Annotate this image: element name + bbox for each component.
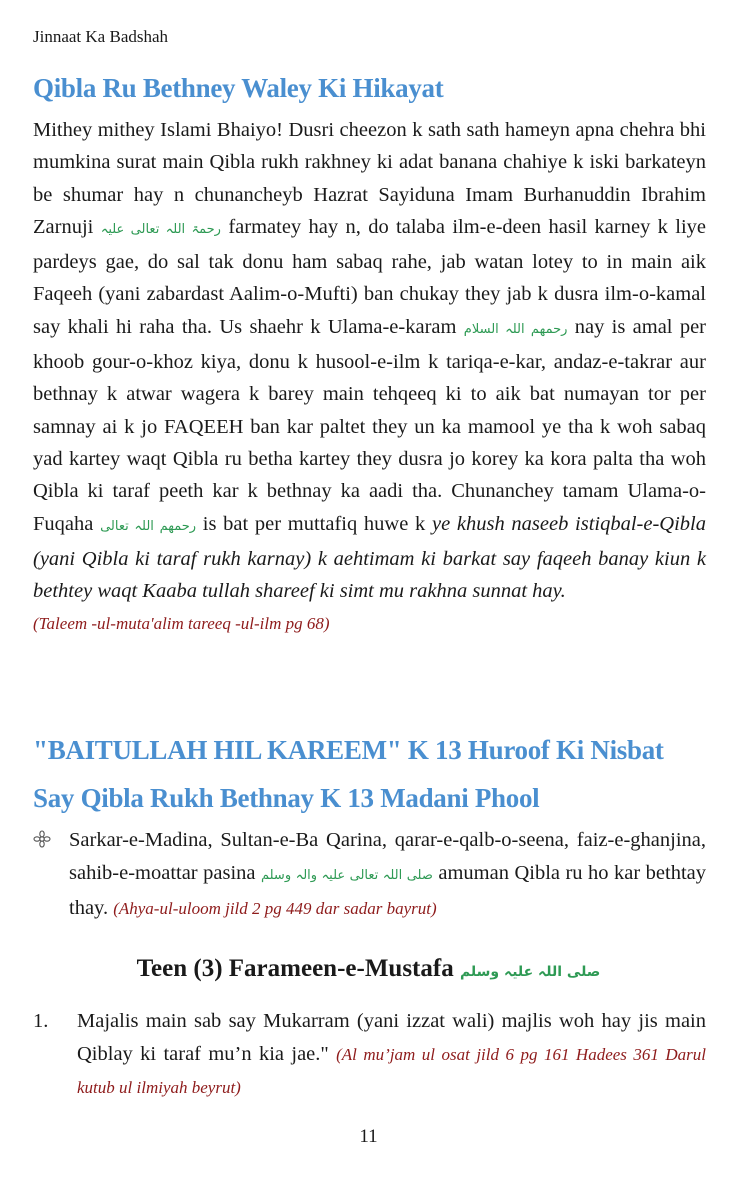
reference-taleem: (Taleem -ul-muta'alim tareeq -ul-ilm pg 68) — [33, 614, 330, 634]
arabic-honorific-2: رحمھم اللہ السلام — [463, 321, 568, 337]
section-title-qibla-hikayat: Qibla Ru Bethney Waley Ki Hikayat — [33, 73, 444, 103]
reference-ahya: (Ahya-ul-uloom jild 2 pg 449 dar sadar bayrut) — [113, 899, 437, 918]
arabic-salawat: صلی اللہ تعالی علیہ والہ وسلم — [260, 868, 433, 883]
bullet-text-1: Sarkar-e-Madina, Sultan-e-Ba Qarina, qarar-e-qalb-o-seena, faiz-e-ghanjina, sahib-e-moattar pasina — [69, 829, 706, 884]
reference-mujam: (Al mu’jam ul osat jild 6 pg 161 Hadees 361 Darul kutub ul ilmiyah beyrut) — [77, 1045, 706, 1097]
madani-phool-item — [33, 824, 706, 925]
running-header: Jinnaat Ka Badshah — [33, 27, 169, 46]
page-number: 11 — [359, 1126, 378, 1147]
paragraph-text-4: is bat per muttafiq huwe k — [202, 512, 426, 535]
section-title-baitullah — [33, 726, 664, 822]
list-item-text — [77, 1005, 706, 1104]
arabic-honorific-1: رحمۃ اللہ تعالی علیہ — [100, 221, 221, 237]
subheading-farameen — [0, 955, 737, 983]
section-title-line-1: "BAITULLAH HIL KAREEM" K 13 Huroof Ki Nisbat — [33, 735, 664, 765]
paragraph-text-1: Mithey mithey Islami Bhaiyo! Dusri cheezon k sath sath hameyn apna chehra bhi mumkina surat main Qibla rukh rakhney ki adat banana chahiye k iski barkateyn be shumar hay n chunancheyb Hazrat Sayiduna Imam Burhanuddin Ibrahim Zarnuji — [33, 119, 706, 238]
bullet-text-2: amuman Qibla ru ho kar bethtay thay. — [69, 862, 706, 919]
arabic-honorific-3: رحمھم اللہ تعالی — [100, 518, 197, 534]
subheading-text: Teen (3) Farameen-e-Mustafa — [136, 955, 454, 982]
section-title-line-2: Say Qibla Rukh Bethnay K 13 Madani Phool — [33, 783, 540, 813]
flower-bullet-icon — [33, 826, 51, 844]
paragraph-text-2: farmatey hay n, do talaba ilm-e-deen hasil karney k liye pardeys gae, do sal tak donu ham sabaq rahe, jab watan lotey to in main aik Faqeeh (yani zabardast Aalim-o-Mufti) ban chukay they jab k dusra ilm-o-kamal say khali hi raha tha. Us shaehr k Ulama-e-karam — [33, 215, 707, 338]
bullet-text — [69, 824, 706, 925]
list-item — [33, 1005, 706, 1104]
paragraph-italic-quote: ye khush naseeb istiqbal-e-Qibla (yani Qibla ki taraf rukh karnay) k aehtimam ki barkat say faqeeh banay kiun k bethtey waqt Kaaba tullah shareef ki simt mu rakhna sunnat hay. — [33, 512, 706, 603]
arabic-salawat-small: صلی اللہ علیہ وسلم — [459, 964, 601, 980]
paragraph-text-3: nay is amal per khoob gour-o-khoz kiya, donu k husool-e-ilm k tariqa-e-kar, andaz-e-takrar aur bethnay k atwar wagera k barey main tehqeeq ki to aik bat numayan tor per samnay ai k jo FAQEEH ban kar paltet they un ka mamool ye tha k woh sabaq yad kartey waqt Qibla ru betha kartey they dusra jo korey ka kora palta tha woh Qibla ki taraf peeth kar k bethnay ka aadi tha. Chunanchey tamam Ulama-o-Fuqaha — [33, 315, 706, 535]
list-number: 1. — [33, 1010, 49, 1032]
list-text: Majalis main sab say Mukarram (yani izzat wali) majlis woh hay jis main Qiblay ki taraf mu’n kia jae." — [77, 1010, 706, 1065]
hikayat-paragraph — [33, 114, 706, 641]
